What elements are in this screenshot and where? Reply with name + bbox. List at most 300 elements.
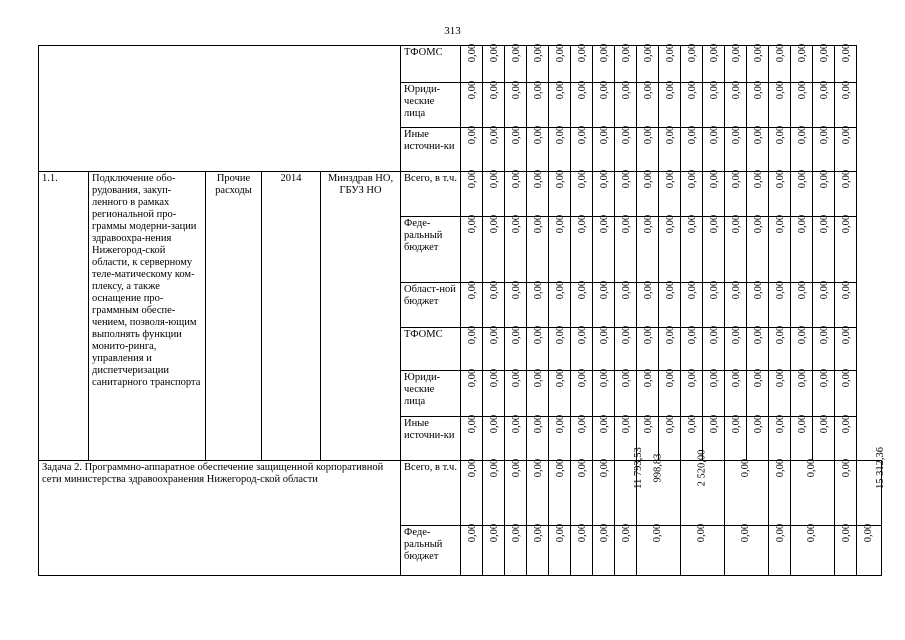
value-text: 0,00	[753, 414, 765, 434]
task-title: Задача 2. Программно-аппаратное обеспечение защищенной корпоративной сети министерства здравоохранения Нижегород-ской области	[39, 461, 401, 576]
value-text: 0,00	[665, 43, 677, 63]
value-text: 0,00	[687, 414, 699, 434]
value-text: 0,00	[709, 414, 721, 434]
value-cell	[615, 80, 637, 128]
value-text: 0,00	[599, 214, 611, 234]
value-cell	[593, 80, 615, 128]
value-cell	[505, 458, 527, 526]
value-text: 0,00	[665, 80, 677, 100]
value-cell	[593, 280, 615, 328]
value-cell	[813, 368, 835, 417]
value-text: 0,00	[665, 325, 677, 345]
value-cell	[747, 414, 769, 461]
value-text: 0,00	[555, 80, 567, 100]
value-text: 0,00	[533, 458, 545, 478]
value-cell	[791, 280, 813, 328]
value-text: 0,00	[665, 368, 677, 388]
value-text: 0,00	[599, 43, 611, 63]
value-cell	[747, 325, 769, 371]
value-text: 0,00	[533, 80, 545, 100]
year: 2014	[262, 172, 321, 461]
value-text: 0,00	[599, 414, 611, 434]
value-cell	[659, 368, 681, 417]
value-text: 0,00	[489, 214, 501, 234]
value-text: 0,00	[489, 458, 501, 478]
value-cell	[769, 458, 791, 526]
value-cell	[769, 414, 791, 461]
value-text: 0,00	[643, 43, 655, 63]
value-text: 0,00	[489, 325, 501, 345]
value-cell	[791, 43, 813, 83]
value-text: 0,00	[806, 458, 818, 478]
value-cell	[461, 125, 483, 172]
value-text: 0,00	[740, 523, 752, 543]
value-text: 0,00	[599, 523, 611, 543]
value-cell	[769, 280, 791, 328]
value-text: 0,00	[775, 368, 787, 388]
value-text: 0,00	[467, 368, 479, 388]
value-cell	[549, 325, 571, 371]
value-cell	[461, 214, 483, 283]
value-text: 0,00	[555, 214, 567, 234]
value-text: 0,00	[489, 80, 501, 100]
value-cell	[615, 214, 637, 283]
value-text: 0,00	[753, 325, 765, 345]
value-cell	[505, 43, 527, 83]
value-text: 0,00	[775, 80, 787, 100]
value-text: 0,00	[511, 214, 523, 234]
value-cell	[637, 80, 659, 128]
value-text: 0,00	[775, 169, 787, 189]
value-cell	[615, 43, 637, 83]
value-cell	[505, 280, 527, 328]
value-cell	[483, 125, 505, 172]
value-cell	[461, 280, 483, 328]
value-text: 0,00	[467, 80, 479, 100]
value-cell	[549, 458, 571, 526]
value-cell	[483, 80, 505, 128]
value-cell	[725, 368, 747, 417]
value-text: 0,00	[643, 414, 655, 434]
value-cell	[703, 169, 725, 217]
value-text: 0,00	[819, 214, 831, 234]
value-cell	[571, 325, 593, 371]
value-text: 0,00	[621, 414, 633, 434]
value-text: 0,00	[467, 414, 479, 434]
value-cell	[505, 169, 527, 217]
value-cell	[835, 325, 857, 371]
value-cell	[549, 414, 571, 461]
value-cell	[725, 458, 769, 526]
value-text: 0,00	[555, 43, 567, 63]
value-text: 0,00	[577, 214, 589, 234]
value-text: 0,00	[731, 125, 743, 145]
value-cell	[549, 169, 571, 217]
value-cell	[769, 169, 791, 217]
value-text: 0,00	[577, 414, 589, 434]
value-cell	[813, 214, 835, 283]
value-cell	[615, 325, 637, 371]
value-text: 0,00	[665, 214, 677, 234]
value-text: 0,00	[511, 368, 523, 388]
value-text: 11 793,53	[632, 447, 644, 489]
value-cell	[593, 414, 615, 461]
value-cell	[747, 368, 769, 417]
value-cell	[527, 325, 549, 371]
value-text: 0,00	[687, 368, 699, 388]
value-text: 0,00	[775, 325, 787, 345]
value-text: 0,00	[555, 125, 567, 145]
value-cell	[791, 523, 835, 576]
value-cell	[659, 214, 681, 283]
value-cell	[549, 80, 571, 128]
value-text: 0,00	[775, 125, 787, 145]
value-cell	[637, 523, 681, 576]
value-cell	[857, 523, 882, 576]
value-cell	[571, 280, 593, 328]
table-row	[39, 461, 882, 526]
value-text: 0,00	[775, 458, 787, 478]
value-text: 0,00	[555, 458, 567, 478]
value-text: 0,00	[533, 414, 545, 434]
value-text: 0,00	[621, 523, 633, 543]
value-cell	[813, 280, 835, 328]
value-text: 0,00	[533, 169, 545, 189]
value-text: 0,00	[731, 214, 743, 234]
value-cell	[637, 43, 659, 83]
value-text: 0,00	[621, 80, 633, 100]
value-text: 0,00	[577, 125, 589, 145]
value-text: 0,00	[511, 414, 523, 434]
value-text: 0,00	[797, 125, 809, 145]
value-text: 0,00	[731, 368, 743, 388]
value-text: 0,00	[687, 325, 699, 345]
value-cell	[747, 169, 769, 217]
source-label: Юриди-ческие лица	[401, 371, 461, 417]
value-text: 0,00	[643, 125, 655, 145]
value-cell	[725, 125, 747, 172]
value-text: 0,00	[753, 214, 765, 234]
value-cell	[637, 169, 659, 217]
source-label: ТФОМС	[401, 46, 461, 83]
value-cell	[571, 368, 593, 417]
value-cell	[769, 214, 791, 283]
value-cell	[505, 414, 527, 461]
value-cell	[835, 458, 857, 526]
value-text: 0,00	[797, 169, 809, 189]
page-number: 313	[444, 25, 461, 37]
value-cell	[461, 368, 483, 417]
value-cell	[461, 414, 483, 461]
value-text: 0,00	[599, 80, 611, 100]
value-cell	[747, 280, 769, 328]
value-cell	[703, 280, 725, 328]
value-cell	[549, 523, 571, 576]
value-text: 0,00	[797, 368, 809, 388]
value-cell	[637, 214, 659, 283]
value-cell	[813, 125, 835, 172]
empty-cell	[39, 46, 401, 172]
value-cell	[659, 80, 681, 128]
value-cell	[835, 125, 857, 172]
value-cell	[703, 368, 725, 417]
value-text: 0,00	[709, 169, 721, 189]
value-text: 0,00	[687, 43, 699, 63]
value-text: 0,00	[797, 80, 809, 100]
value-text: 0,00	[863, 523, 875, 543]
value-text: 0,00	[533, 125, 545, 145]
value-cell	[813, 414, 835, 461]
value-cell	[725, 280, 747, 328]
value-text: 0,00	[489, 523, 501, 543]
value-cell	[725, 80, 747, 128]
value-text: 0,00	[841, 368, 853, 388]
value-cell	[483, 368, 505, 417]
value-cell	[571, 125, 593, 172]
value-text: 0,00	[577, 368, 589, 388]
value-cell	[571, 80, 593, 128]
value-text: 0,00	[819, 368, 831, 388]
value-cell	[835, 43, 857, 83]
source-label: Иные источни-ки	[401, 128, 461, 172]
value-cell	[527, 414, 549, 461]
value-text: 0,00	[577, 80, 589, 100]
value-cell	[835, 169, 857, 217]
value-text: 0,00	[665, 414, 677, 434]
value-cell	[813, 325, 835, 371]
value-text: 0,00	[467, 458, 479, 478]
value-cell	[681, 125, 703, 172]
value-text: 0,00	[775, 214, 787, 234]
value-cell	[505, 325, 527, 371]
value-cell	[637, 125, 659, 172]
value-text: 0,00	[533, 280, 545, 300]
value-cell	[769, 368, 791, 417]
value-text: 0,00	[599, 458, 611, 478]
value-text: 0,00	[467, 280, 479, 300]
value-cell	[483, 280, 505, 328]
value-text: 0,00	[841, 325, 853, 345]
value-cell	[725, 169, 747, 217]
value-text: 0,00	[753, 125, 765, 145]
value-text: 0,00	[819, 169, 831, 189]
value-text: 0,00	[753, 43, 765, 63]
value-cell	[461, 325, 483, 371]
value-cell	[791, 169, 813, 217]
value-text: 0,00	[467, 325, 479, 345]
value-text: 0,00	[577, 458, 589, 478]
value-text: 0,00	[797, 214, 809, 234]
value-cell	[681, 280, 703, 328]
value-text: 0,00	[577, 325, 589, 345]
value-text: 0,00	[489, 43, 501, 63]
value-text: 0,00	[731, 80, 743, 100]
value-text: 0,00	[687, 80, 699, 100]
value-text: 0,00	[599, 125, 611, 145]
value-text: 0,00	[841, 458, 853, 478]
value-cell	[791, 368, 813, 417]
value-text: 0,00	[489, 368, 501, 388]
value-text: 0,00	[753, 280, 765, 300]
value-cell	[681, 449, 725, 526]
value-cell	[483, 414, 505, 461]
value-cell	[571, 458, 593, 526]
value-cell	[835, 368, 857, 417]
value-text: 0,00	[621, 280, 633, 300]
value-text: 0,00	[709, 125, 721, 145]
value-cell	[483, 458, 505, 526]
value-text: 0,00	[643, 214, 655, 234]
value-text: 0,00	[511, 169, 523, 189]
value-text: 0,00	[599, 325, 611, 345]
value-cell	[681, 368, 703, 417]
value-cell	[593, 325, 615, 371]
value-text: 0,00	[467, 43, 479, 63]
source-label: Област-ной бюджет	[401, 283, 461, 328]
value-text: 0,00	[841, 414, 853, 434]
value-cell	[593, 523, 615, 576]
value-text: 0,00	[797, 280, 809, 300]
budget-table	[38, 43, 887, 576]
value-cell	[505, 214, 527, 283]
value-cell	[791, 125, 813, 172]
value-cell	[747, 214, 769, 283]
item-name: Подключение обо-рудования, закуп-ленного в рамках региональной про-граммы модерни-зации здравоохра-нения Нижегород-ской области, к серверному теле-матическому ком-плексу, а также оснащение про-граммным обеспе-чением, позволя-ющим выполнять функции монито-ринга, управления и диспетчеризации санитарного транспорта	[89, 172, 206, 461]
value-cell	[527, 80, 549, 128]
value-text: 0,00	[511, 125, 523, 145]
value-cell	[703, 43, 725, 83]
value-text: 0,00	[489, 169, 501, 189]
value-cell	[681, 214, 703, 283]
value-cell	[615, 523, 637, 576]
value-text: 0,00	[467, 523, 479, 543]
value-cell	[835, 280, 857, 328]
value-cell	[703, 125, 725, 172]
value-text: 0,00	[599, 368, 611, 388]
value-cell	[659, 43, 681, 83]
value-cell	[813, 43, 835, 83]
value-cell	[527, 280, 549, 328]
value-text: 0,00	[599, 280, 611, 300]
value-text: 0,00	[621, 368, 633, 388]
value-text: 0,00	[555, 169, 567, 189]
value-cell	[461, 169, 483, 217]
value-cell	[593, 125, 615, 172]
value-text: 0,00	[841, 169, 853, 189]
value-cell	[637, 325, 659, 371]
value-text: 0,00	[687, 169, 699, 189]
value-text: 0,00	[555, 325, 567, 345]
table-body	[39, 43, 887, 576]
value-text: 0,00	[709, 368, 721, 388]
value-cell	[483, 214, 505, 283]
value-cell	[527, 125, 549, 172]
value-text: 0,00	[775, 414, 787, 434]
value-cell	[659, 280, 681, 328]
value-cell	[615, 447, 644, 526]
value-cell	[505, 125, 527, 172]
value-text: 0,00	[841, 523, 853, 543]
value-text: 0,00	[753, 169, 765, 189]
value-cell	[505, 523, 527, 576]
value-text: 0,00	[511, 325, 523, 345]
value-cell	[571, 414, 593, 461]
value-text: 0,00	[652, 523, 664, 543]
value-text: 0,00	[577, 169, 589, 189]
value-text: 0,00	[775, 43, 787, 63]
value-cell	[791, 414, 813, 461]
value-cell	[769, 523, 791, 576]
value-cell	[549, 214, 571, 283]
value-text: 0,00	[555, 368, 567, 388]
value-text: 0,00	[819, 280, 831, 300]
value-text: 0,00	[665, 169, 677, 189]
value-cell	[659, 169, 681, 217]
value-cell	[703, 325, 725, 371]
value-text: 0,00	[687, 214, 699, 234]
value-cell	[791, 214, 813, 283]
value-text: 0,00	[489, 280, 501, 300]
value-cell	[857, 447, 887, 526]
source-label: Феде-ральный бюджет	[401, 217, 461, 283]
value-text: 0,00	[621, 214, 633, 234]
value-cell	[571, 169, 593, 217]
value-text: 0,00	[665, 125, 677, 145]
value-text: 0,00	[731, 325, 743, 345]
value-text: 0,00	[533, 368, 545, 388]
value-cell	[505, 368, 527, 417]
value-cell	[725, 414, 747, 461]
value-cell	[681, 80, 703, 128]
value-text: 0,00	[577, 43, 589, 63]
value-cell	[483, 325, 505, 371]
value-cell	[483, 169, 505, 217]
value-text: 0,00	[841, 125, 853, 145]
value-cell	[681, 43, 703, 83]
value-text: 0,00	[489, 125, 501, 145]
value-cell	[681, 169, 703, 217]
value-text: 0,00	[643, 80, 655, 100]
table-row	[39, 46, 882, 83]
value-cell	[813, 169, 835, 217]
value-cell	[593, 368, 615, 417]
value-text: 0,00	[621, 169, 633, 189]
value-text: 0,00	[533, 325, 545, 345]
value-cell	[615, 169, 637, 217]
value-cell	[527, 368, 549, 417]
value-cell	[527, 523, 549, 576]
value-text: 0,00	[533, 523, 545, 543]
value-cell	[703, 80, 725, 128]
value-text: 0,00	[599, 169, 611, 189]
value-cell	[725, 523, 769, 576]
value-text: 0,00	[775, 523, 787, 543]
value-cell	[769, 125, 791, 172]
value-cell	[571, 523, 593, 576]
value-text: 998,83	[652, 453, 664, 483]
value-text: 0,00	[753, 80, 765, 100]
value-text: 0,00	[511, 43, 523, 63]
value-cell	[747, 80, 769, 128]
value-cell	[593, 169, 615, 217]
value-text: 0,00	[819, 80, 831, 100]
value-cell	[725, 325, 747, 371]
value-cell	[593, 43, 615, 83]
value-text: 0,00	[511, 458, 523, 478]
value-cell	[461, 80, 483, 128]
value-text: 0,00	[467, 125, 479, 145]
value-cell	[791, 80, 813, 128]
